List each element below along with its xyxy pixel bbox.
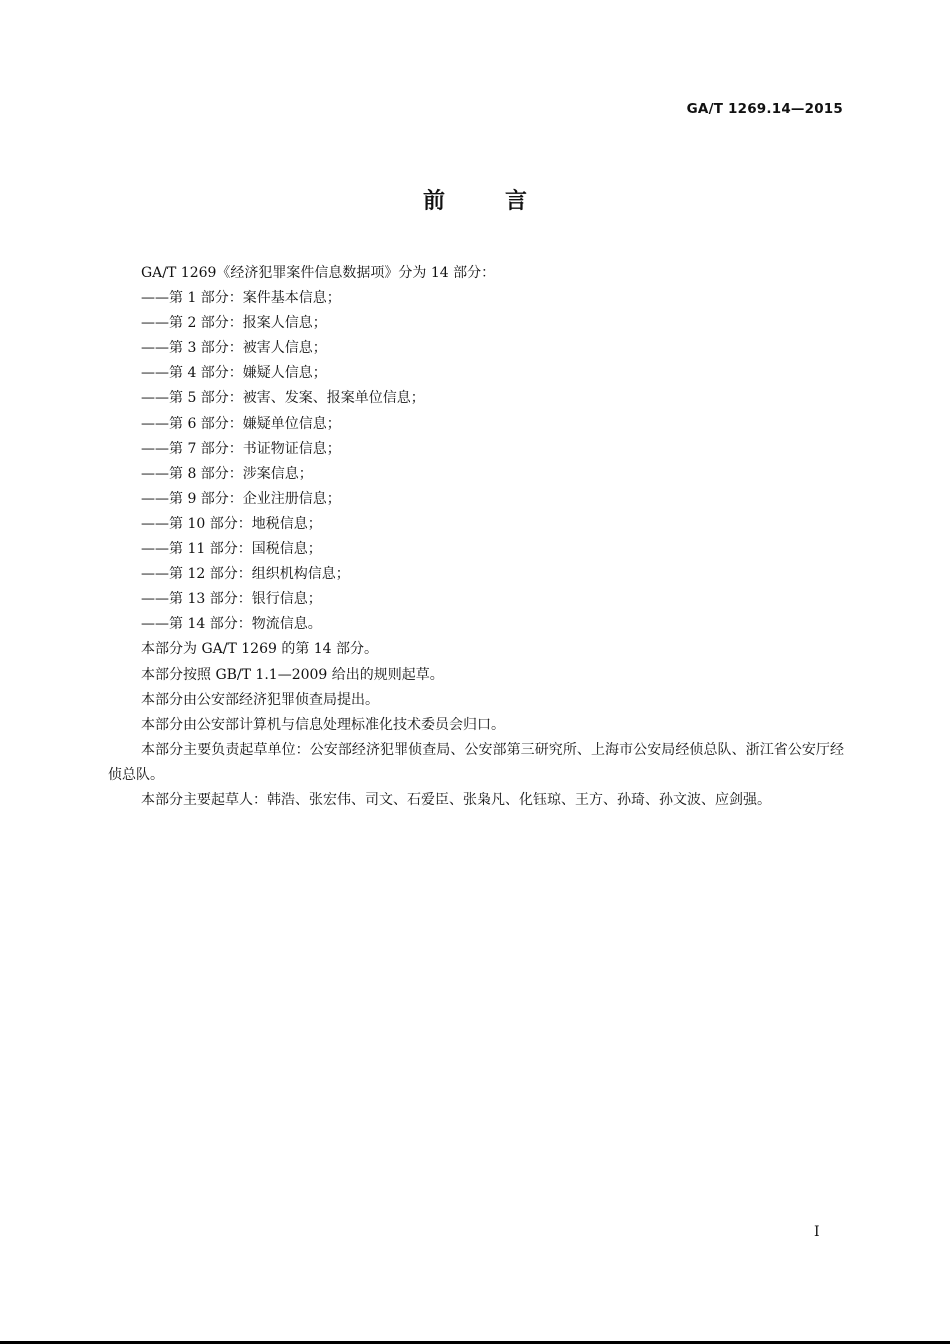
page-title: 前言 [422,189,587,214]
drafting-rules: 本部分按照 GB/T 1.1—2009 给出的规则起草。 [141,666,444,683]
list-item: ——第 2 部分：报案人信息； [141,315,327,332]
standard-code: GA/T 1269.14—2015 [686,101,843,117]
list-item: ——第 9 部分：企业注册信息； [141,490,341,507]
list-item: ——第 3 部分：被害人信息； [141,340,327,357]
list-item: ——第 8 部分：涉案信息； [141,465,313,482]
list-item: ——第 11 部分：国税信息； [141,541,322,558]
part-statement: 本部分为 GA/T 1269 的第 14 部分。 [141,641,379,658]
list-item: ——第 4 部分：嫌疑人信息； [141,365,327,382]
proposer: 本部分由公安部经济犯罪侦查局提出。 [141,691,379,708]
list-item: ——第 13 部分：银行信息； [141,591,322,608]
foreword-body [108,261,844,813]
page-number: I [814,1224,820,1240]
list-item: ——第 7 部分：书证物证信息； [141,440,341,457]
list-item: ——第 12 部分：组织机构信息； [141,566,350,583]
list-item: ——第 10 部分：地税信息； [141,515,322,532]
list-item: ——第 1 部分：案件基本信息； [141,290,341,307]
list-item: ——第 5 部分：被害、发案、报案单位信息； [141,390,425,407]
intro-paragraph: GA/T 1269《经济犯罪案件信息数据项》分为 14 部分： [141,265,496,281]
technical-committee: 本部分由公安部计算机与信息处理标准化技术委员会归口。 [141,716,505,733]
drafting-units: 本部分主要负责起草单位：公安部经济犯罪侦查局、公安部第三研究所、上海市公安局经侦总队、浙江省公安厅经侦总队。 [108,741,844,783]
drafters: 本部分主要起草人：韩浩、张宏伟、司文、石爱臣、张枭凡、化钰琼、王方、孙琦、孙文波、应剑强。 [141,791,771,808]
list-item: ——第 14 部分：物流信息。 [141,616,322,633]
parts-list [108,286,844,637]
list-item: ——第 6 部分：嫌疑单位信息； [141,415,341,432]
